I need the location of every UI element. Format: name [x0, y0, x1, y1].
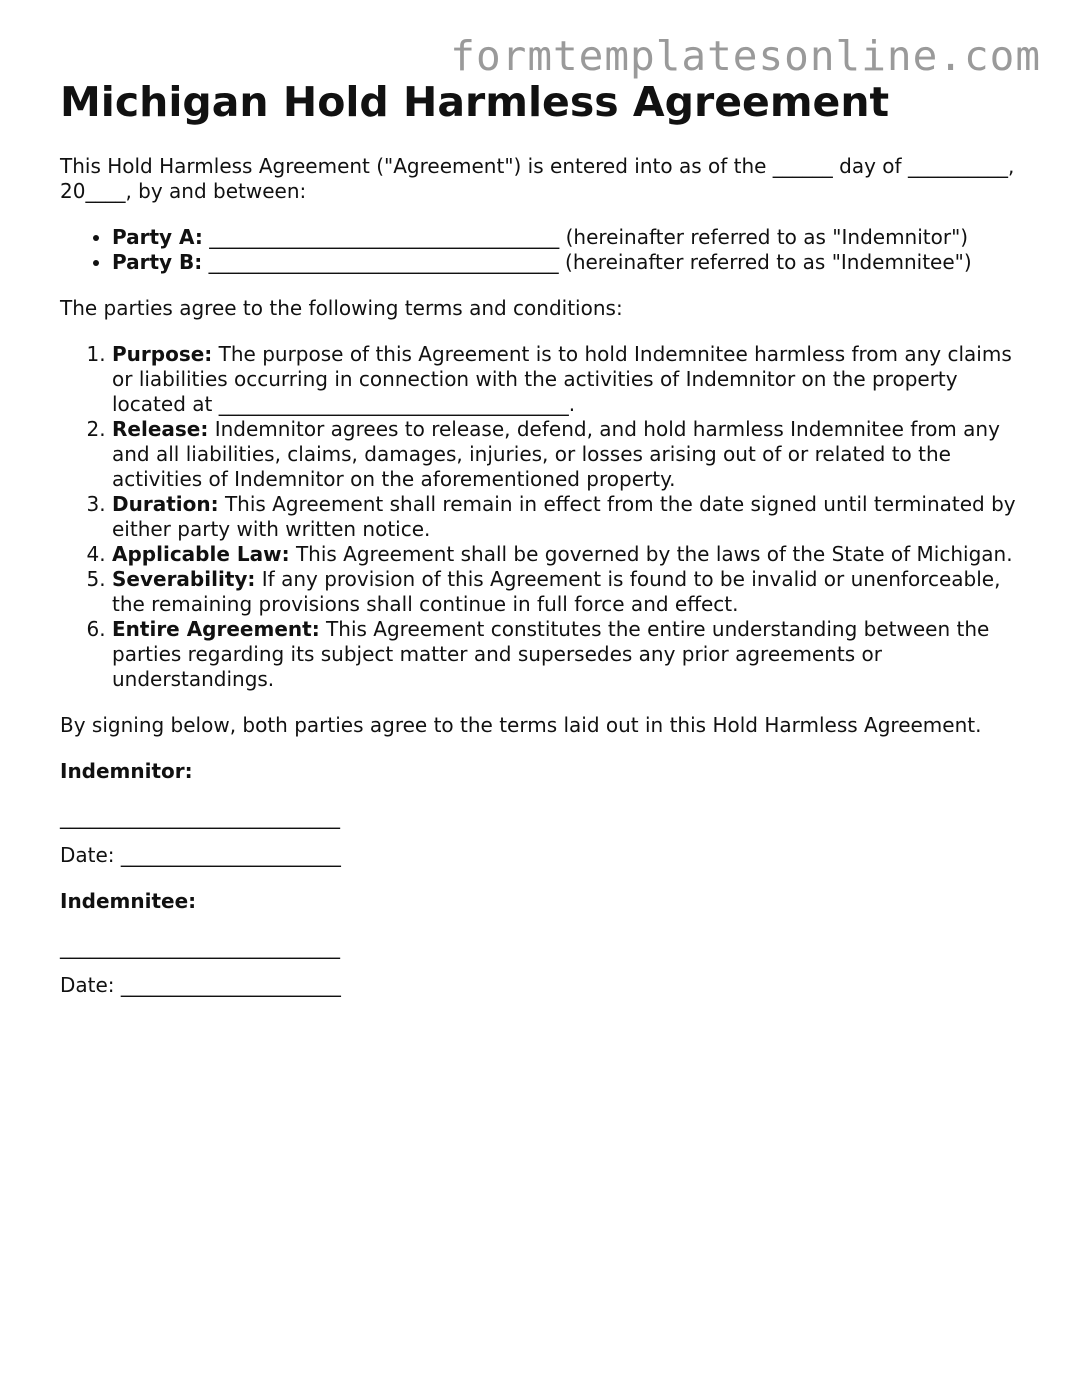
- term-text: This Agreement shall be governed by the laws of the State of Michigan.: [289, 542, 1013, 566]
- term-label: Duration:: [112, 492, 219, 516]
- term-label: Release:: [112, 417, 209, 441]
- party-b-text: ___________________________________ (hereinafter referred to as "Indemnitee"): [202, 250, 972, 274]
- term-text: The purpose of this Agreement is to hold Indemnitee harmless from any claims or liabilities occurring in connection with the activities of Indemnitor on the property located at ___________________________________.: [112, 342, 1012, 416]
- indemnitee-date-line: Date: ______________________: [60, 973, 341, 997]
- term-label: Purpose:: [112, 342, 213, 366]
- indemnitee-heading: Indemnitee:: [60, 889, 197, 913]
- intro-paragraph: This Hold Harmless Agreement ("Agreement") is entered into as of the ______ day of __________, 20____, by and between:: [60, 154, 1015, 203]
- indemnitor-date-line: Date: ______________________: [60, 843, 341, 867]
- indemnitor-heading: Indemnitor:: [60, 759, 193, 783]
- term-text: If any provision of this Agreement is found to be invalid or unenforceable, the remaining provisions shall continue in full force and effect.: [112, 567, 1001, 616]
- term-duration: [112, 492, 1020, 542]
- watermark: formtemplatesonline.com: [450, 32, 1041, 80]
- party-b-label: Party B:: [112, 250, 203, 274]
- party-b-item: [112, 250, 1020, 275]
- term-purpose: [112, 342, 1020, 417]
- term-text: Indemnitor agrees to release, defend, and hold harmless Indemnitee from any and all liabilities, claims, damages, injuries, or losses arising out of or related to the activities of Indemnitor on the aforementioned property.: [112, 417, 1000, 491]
- term-label: Applicable Law:: [112, 542, 290, 566]
- closing-paragraph: By signing below, both parties agree to the terms laid out in this Hold Harmless Agreement.: [60, 713, 982, 737]
- party-a-text: ___________________________________ (hereinafter referred to as "Indemnitor"): [202, 225, 969, 249]
- term-applicable-law: [112, 542, 1020, 567]
- term-text: This Agreement shall remain in effect from the date signed until terminated by either party with written notice.: [112, 492, 1016, 541]
- term-severability: [112, 567, 1020, 617]
- indemnitor-signature-line: ____________________________: [60, 805, 340, 829]
- term-text: This Agreement constitutes the entire understanding between the parties regarding its subject matter and supersedes any prior agreements or understandings.: [112, 617, 990, 691]
- terms-list: [60, 342, 1020, 692]
- indemnitee-signature-line: ____________________________: [60, 935, 340, 959]
- party-a-item: [112, 225, 1020, 250]
- document-page: [60, 74, 1020, 998]
- term-release: [112, 417, 1020, 492]
- term-entire-agreement: [112, 617, 1020, 692]
- term-label: Severability:: [112, 567, 256, 591]
- parties-list: [60, 225, 1020, 275]
- term-label: Entire Agreement:: [112, 617, 320, 641]
- terms-intro: The parties agree to the following terms and conditions:: [60, 296, 623, 320]
- party-a-label: Party A:: [112, 225, 203, 249]
- page-title: Michigan Hold Harmless Agreement: [60, 78, 890, 126]
